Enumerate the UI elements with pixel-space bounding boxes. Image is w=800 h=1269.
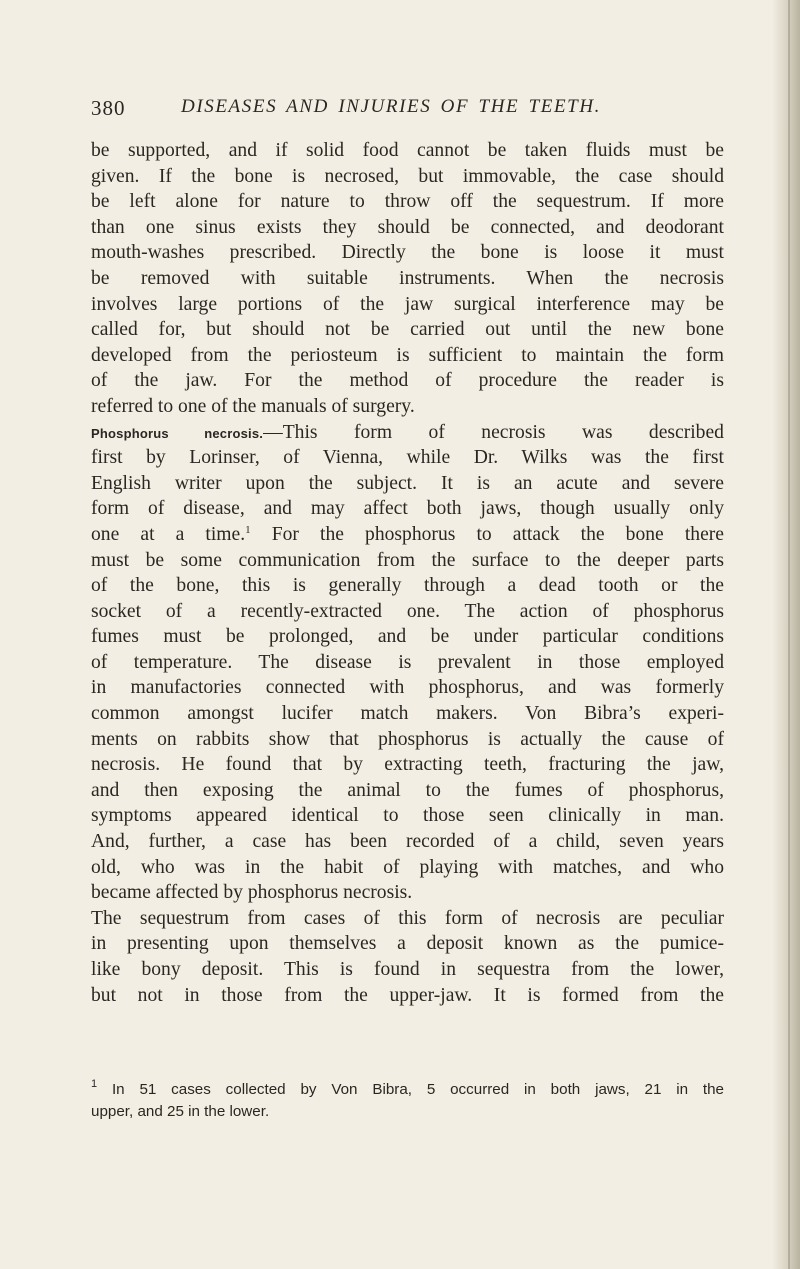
section-heading: Phosphorus necrosis. (91, 425, 264, 441)
text-fragment: —This form of necrosis was described (263, 421, 724, 443)
text-line: referred to one of the manuals of surgery. (91, 395, 415, 417)
text-line: English writer upon the subject. It is an acute and severe (91, 472, 724, 494)
page-edge-line (788, 0, 790, 1269)
text-line: be supported, and if solid food cannot be taken fluids must be (91, 140, 724, 161)
text-line: And, further, a case has been recorded of a child, seven years (91, 831, 724, 853)
text-line: be removed with suitable instruments. When the necrosis (91, 267, 724, 289)
text-line: and then exposing the animal to the fumes of phosphorus, (91, 779, 724, 801)
text-fragment: one at a time. (91, 523, 246, 545)
text-line: fumes must be prolonged, and be under particular conditions (91, 626, 724, 648)
text-line: socket of a recently-extracted one. The action of phosphorus (91, 600, 724, 622)
body-text (91, 138, 724, 1008)
text-line: symptoms appeared identical to those seen clinically in man. (91, 805, 724, 827)
text-line: be left alone for nature to throw off the sequestrum. If more (91, 191, 724, 213)
footnote-line (91, 1079, 724, 1101)
text-line (91, 522, 724, 548)
footnote-reference[interactable]: 1 (245, 523, 251, 536)
footnote-line: upper, and 25 in the lower. (91, 1103, 270, 1120)
text-line: mouth-washes prescribed. Directly the bone is loose it must (91, 242, 724, 264)
text-line: involves large portions of the jaw surgical interference may be (91, 293, 724, 315)
page-header (91, 96, 731, 126)
text-line: first by Lorinser, of Vienna, while Dr. Wilks was the first (91, 447, 724, 469)
text-line: developed from the periosteum is sufficient to maintain the form (91, 344, 724, 366)
text-line: like bony deposit. This is found in sequestra from the lower, (91, 959, 724, 980)
text-fragment: For the phosphorus to attack the bone there (250, 523, 724, 545)
text-line: in presenting upon themselves a deposit known as the pumice- (91, 933, 724, 955)
text-line: became affected by phosphorus necrosis. (91, 882, 413, 904)
text-line: old, who was in the habit of playing with matches, and who (91, 856, 724, 878)
text-line: must be some communication from the surface to the deeper parts (91, 549, 724, 571)
text-line: The sequestrum from cases of this form of necrosis are peculiar (91, 907, 724, 929)
page-number: 380 (91, 96, 126, 120)
text-line: necrosis. He found that by extracting teeth, fracturing the jaw, (91, 754, 724, 776)
text-line: given. If the bone is necrosed, but immovable, the case should (91, 165, 724, 187)
page-edge-shadow (772, 0, 800, 1269)
text-line: of the bone, this is generally through a dead tooth or the (91, 575, 724, 597)
text-line: ments on rabbits show that phosphorus is actually the cause of (91, 728, 724, 750)
text-line: than one sinus exists they should be connected, and deodorant (91, 216, 724, 238)
text-line: called for, but should not be carried out until the new bone (91, 319, 724, 341)
footnote-marker: 1 (91, 1079, 98, 1090)
text-line: in manufactories connected with phosphorus, and was formerly (91, 677, 724, 699)
text-line: form of disease, and may affect both jaws, though usually only (91, 498, 724, 520)
text-line (91, 420, 724, 446)
footnote (91, 1079, 724, 1123)
text-line: common amongst lucifer match makers. Von Bibra’s experi- (91, 703, 724, 725)
text-line: of the jaw. For the method of procedure the reader is (91, 370, 724, 392)
text-line: but not in those from the upper-jaw. It is formed from the (91, 984, 724, 1006)
running-title: DISEASES AND INJURIES OF THE TEETH. (181, 96, 602, 117)
text-fragment: In 51 cases collected by Von Bibra, 5 occurred in both jaws, 21 in the (97, 1081, 724, 1098)
text-line: of temperature. The disease is prevalent in those employed (91, 651, 724, 673)
